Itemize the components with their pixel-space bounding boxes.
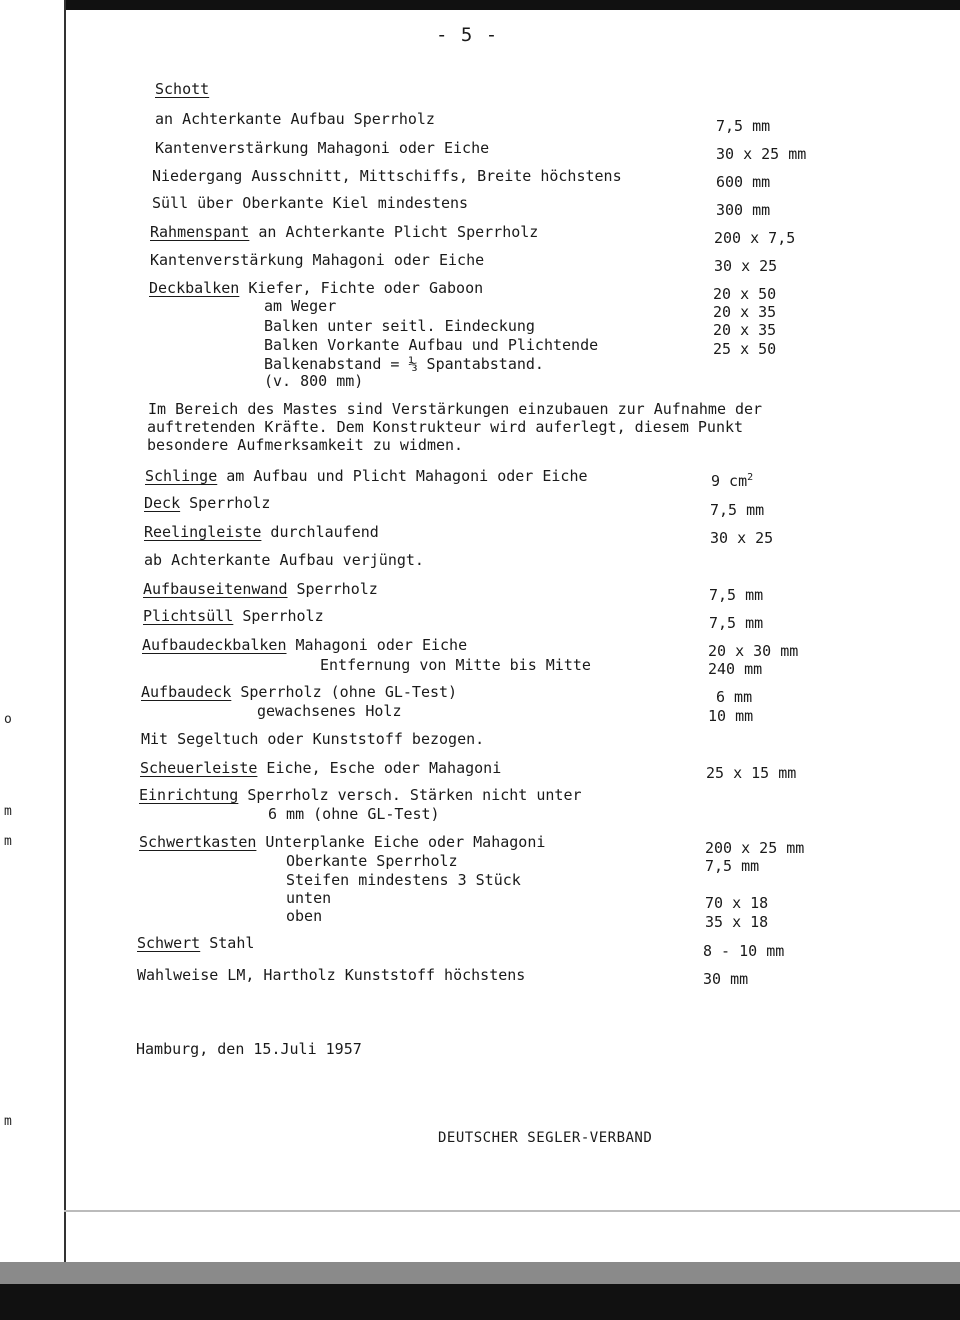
organisation-signature: DEUTSCHER SEGLER-VERBAND	[438, 1130, 653, 1146]
term-aufbaudeckbalken: Aufbaudeckbalken	[142, 636, 287, 654]
paragraph-line: auftretenden Kräfte. Dem Konstrukteur wird auferlegt, diesem Punkt	[147, 418, 744, 436]
place-date: Hamburg, den 15.Juli 1957	[136, 1040, 362, 1058]
spec-value: 7,5 mm	[709, 614, 764, 632]
spec-subline: Balken Vorkante Aufbau und Plichtende	[264, 336, 599, 354]
term-aufbaudeck: Aufbaudeck	[141, 683, 232, 701]
spec-value: 200 x 7,5	[714, 229, 796, 247]
spec-line: Schwert Stahl	[137, 934, 255, 952]
spec-value: 200 x 25 mm	[705, 839, 805, 857]
spec-subline: Entfernung von Mitte bis Mitte	[320, 656, 591, 674]
edge-mark: m	[4, 804, 12, 819]
spec-value: 25 x 15 mm	[706, 764, 797, 782]
section-heading: Schott	[155, 80, 210, 98]
spec-line: Niedergang Ausschnitt, Mittschiffs, Breite höchstens	[152, 167, 622, 185]
spec-value: 25 x 50	[713, 340, 777, 358]
spec-value: 30 mm	[703, 970, 749, 988]
term-einrichtung: Einrichtung	[139, 786, 239, 804]
term-schwert: Schwert	[137, 934, 201, 952]
spec-line: Aufbaudeckbalken Mahagoni oder Eiche	[142, 636, 468, 654]
spec-subline: Balkenabstand = ⅓ Spantabstand.	[264, 355, 544, 373]
edge-mark: o	[4, 712, 12, 727]
spec-subline: unten	[286, 889, 332, 907]
term-schlinge: Schlinge	[145, 467, 218, 485]
spec-line: Rahmenspant an Achterkante Plicht Sperrholz	[150, 223, 539, 241]
spec-value: 240 mm	[708, 660, 763, 678]
spec-value: 7,5 mm	[710, 501, 765, 519]
term-deck: Deck	[144, 494, 181, 512]
spec-subline: gewachsenes Holz	[257, 702, 402, 720]
spec-subline: (v. 800 mm)	[264, 372, 364, 390]
spec-subline: oben	[286, 907, 323, 925]
term-deckbalken: Deckbalken	[149, 279, 240, 297]
spec-value: 6 mm	[716, 688, 753, 706]
spec-line: an Achterkante Aufbau Sperrholz	[155, 110, 435, 128]
spec-value: 7,5 mm	[709, 586, 764, 604]
paragraph-line: Im Bereich des Mastes sind Verstärkungen einzubauen zur Aufnahme der	[148, 400, 763, 418]
edge-mark: m	[4, 1114, 12, 1129]
spec-line: Deckbalken Kiefer, Fichte oder Gaboon	[149, 279, 484, 297]
spec-line: Deck Sperrholz	[144, 494, 271, 512]
spec-value: 300 mm	[716, 201, 771, 219]
spec-value: 30 x 25 mm	[716, 145, 807, 163]
spec-line: Aufbauseitenwand Sperrholz	[143, 580, 378, 598]
spec-value: 20 x 30 mm	[708, 642, 799, 660]
spec-subline: Oberkante Sperrholz	[286, 852, 458, 870]
spec-value: 8 - 10 mm	[703, 942, 785, 960]
spec-line: Schwertkasten Unterplanke Eiche oder Mahagoni	[139, 833, 546, 851]
term-schwertkasten: Schwertkasten	[139, 833, 257, 851]
spec-line: Scheuerleiste Eiche, Esche oder Mahagoni	[140, 759, 502, 777]
spec-subline: Balken unter seitl. Eindeckung	[264, 317, 535, 335]
spec-note: ab Achterkante Aufbau verjüngt.	[144, 551, 424, 569]
term-plichtsuell: Plichtsüll	[143, 607, 234, 625]
spec-value: 10 mm	[708, 707, 754, 725]
spec-line: Reelingleiste durchlaufend	[144, 523, 379, 541]
spec-line: Kantenverstärkung Mahagoni oder Eiche	[155, 139, 490, 157]
term-reelingleiste: Reelingleiste	[144, 523, 262, 541]
spec-line: Kantenverstärkung Mahagoni oder Eiche	[150, 251, 485, 269]
spec-value: 7,5 mm	[716, 117, 771, 135]
spec-value: 9 $cm^2$	[711, 472, 754, 490]
spec-value: 20 x 35	[713, 321, 777, 339]
spec-subline: 6 mm (ohne GL-Test)	[268, 805, 440, 823]
spec-line: Plichtsüll Sperrholz	[143, 607, 324, 625]
spec-line: Aufbaudeck Sperrholz (ohne GL-Test)	[141, 683, 458, 701]
spec-value: 20 x 50	[713, 285, 777, 303]
spec-value: 70 x 18	[705, 894, 769, 912]
spec-note: Mit Segeltuch oder Kunststoff bezogen.	[141, 730, 485, 748]
paragraph-line: besondere Aufmerksamkeit zu widmen.	[147, 436, 464, 454]
spec-line: Einrichtung Sperrholz versch. Stärken nicht unter	[139, 786, 582, 804]
spec-value: 30 x 25	[710, 529, 774, 547]
term-scheuerleiste: Scheuerleiste	[140, 759, 258, 777]
spec-subline: Steifen mindestens 3 Stück	[286, 871, 521, 889]
spec-line: Süll über Oberkante Kiel mindestens	[152, 194, 469, 212]
term-rahmenspant: Rahmenspant	[150, 223, 250, 241]
spec-subline: am Weger	[264, 297, 337, 315]
edge-mark: m	[4, 834, 12, 849]
spec-line: Schlinge am Aufbau und Plicht Mahagoni oder Eiche	[145, 467, 588, 485]
spec-value: 30 x 25	[714, 257, 778, 275]
spec-note: Wahlweise LM, Hartholz Kunststoff höchstens	[137, 966, 526, 984]
spec-value: 20 x 35	[713, 303, 777, 321]
page-number: - 5 -	[436, 24, 499, 46]
term-aufbauseitenwand: Aufbauseitenwand	[143, 580, 288, 598]
spec-value: 35 x 18	[705, 913, 769, 931]
spec-value: 7,5 mm	[705, 857, 760, 875]
spec-value: 600 mm	[716, 173, 771, 191]
